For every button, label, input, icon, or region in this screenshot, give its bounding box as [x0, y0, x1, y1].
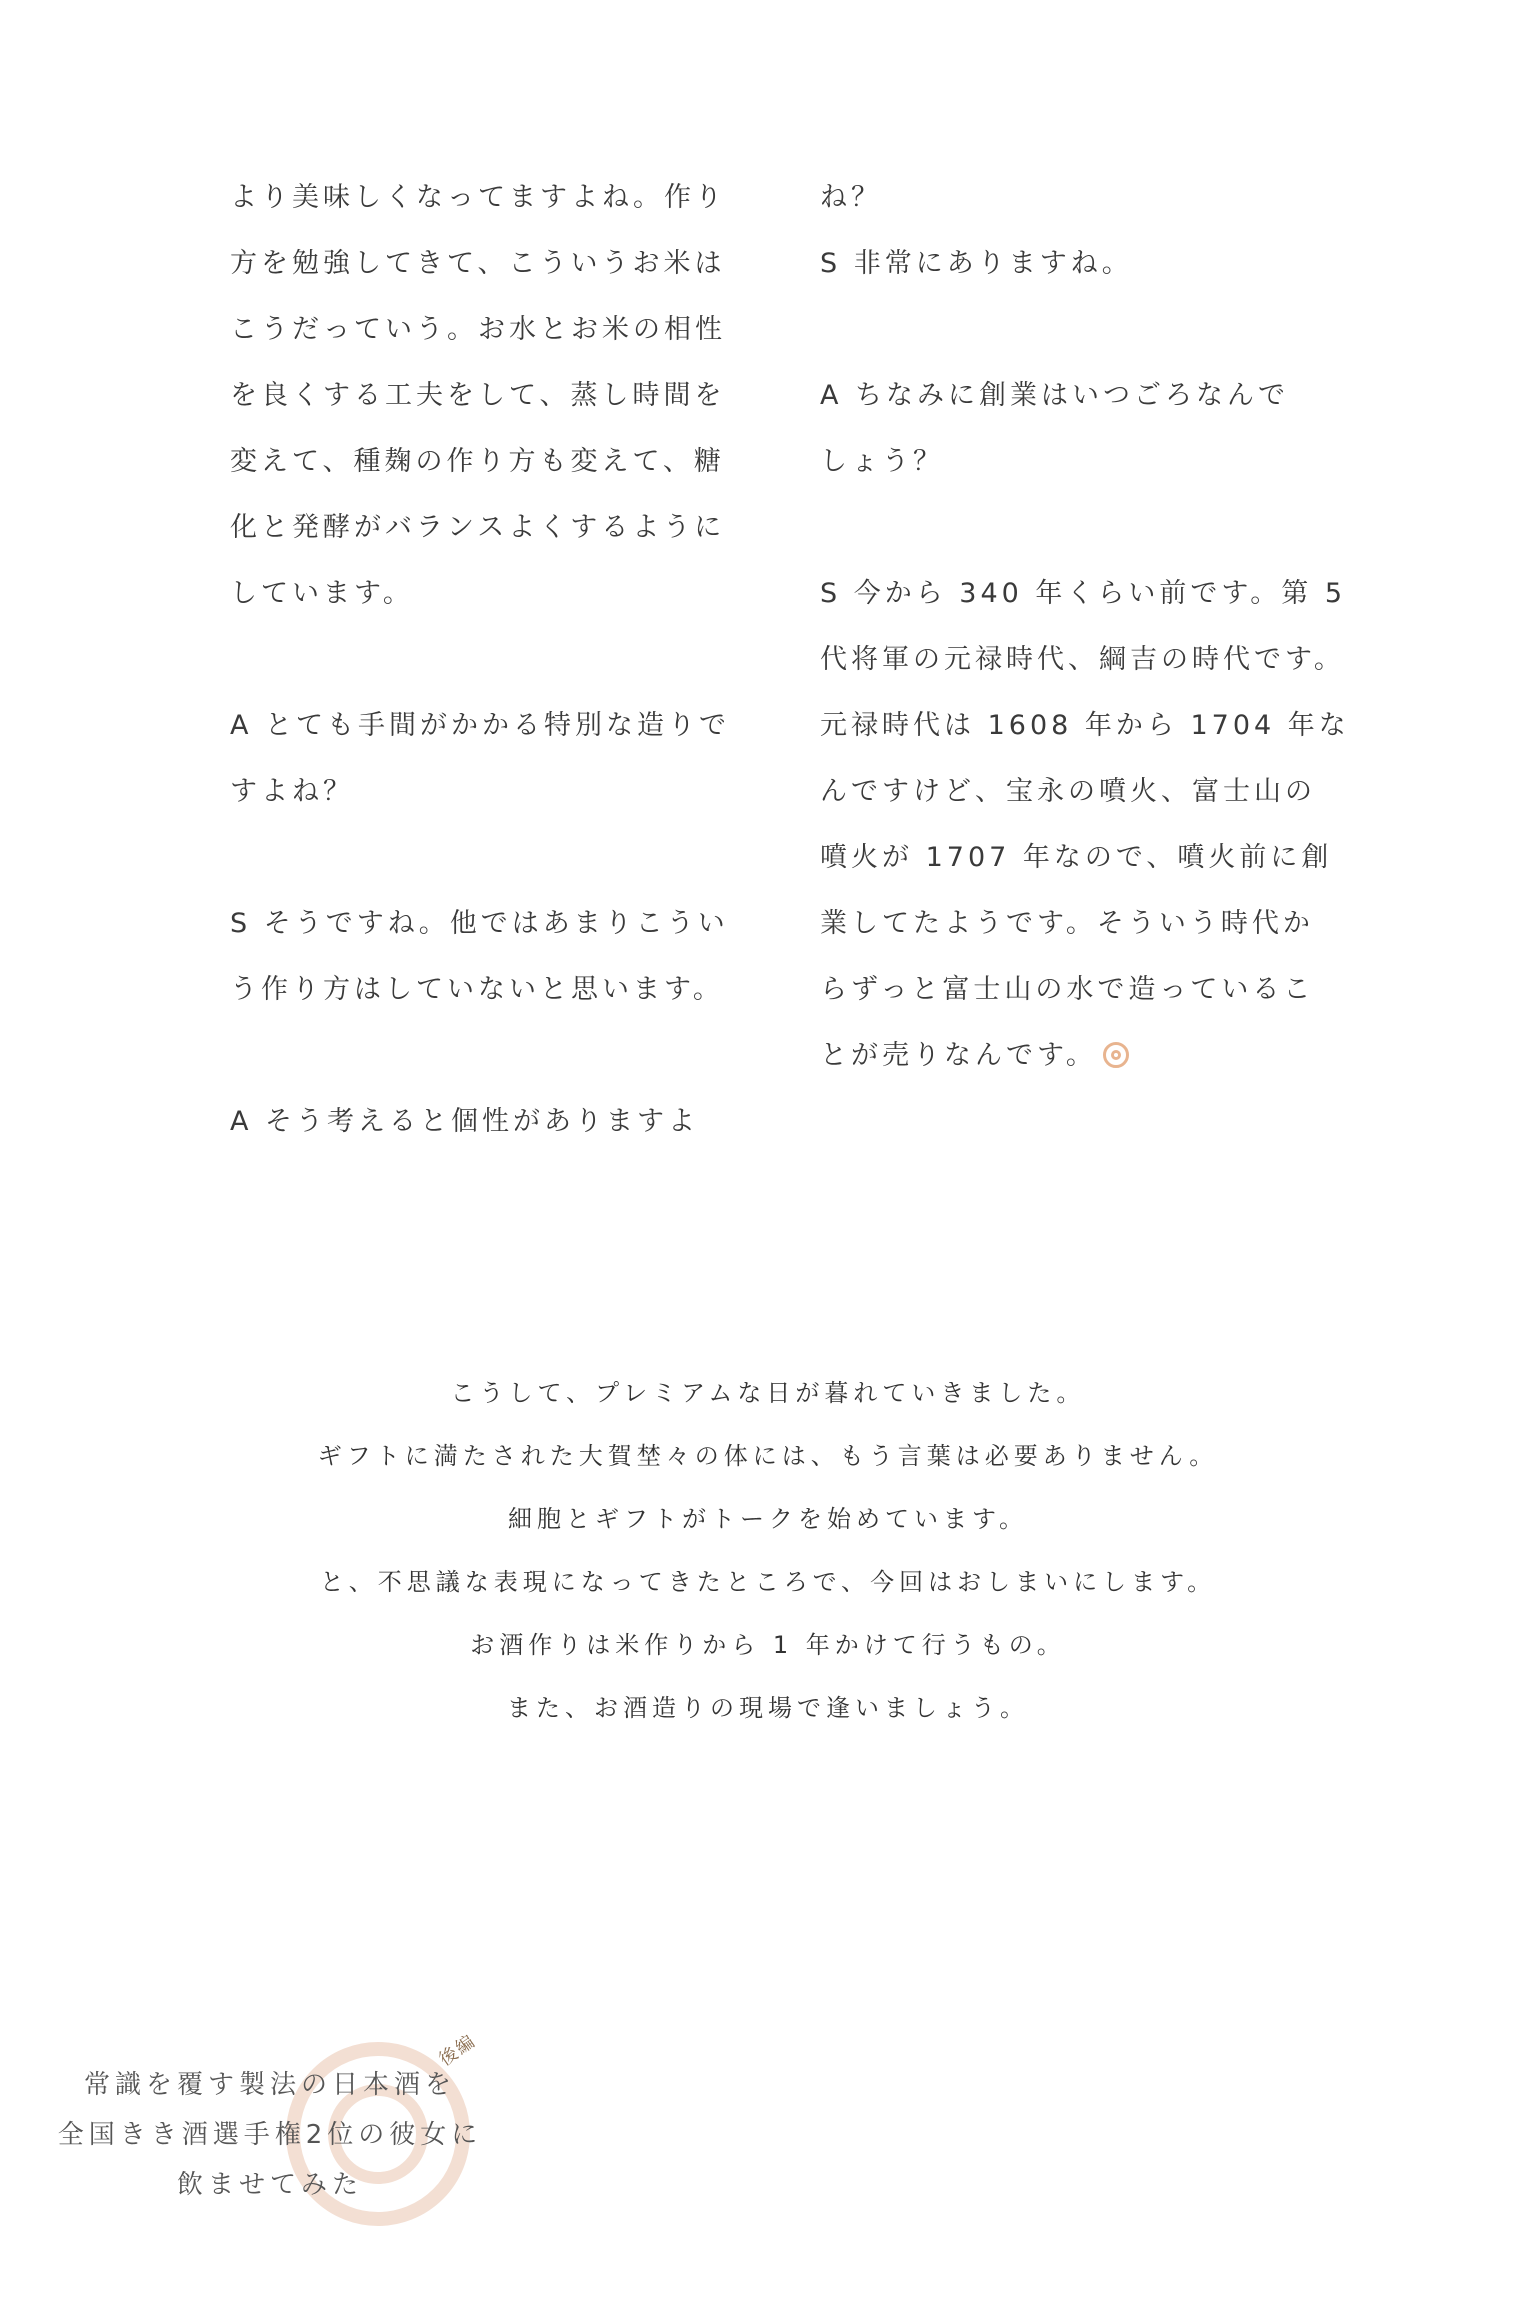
- article-line: すよね？: [230, 776, 354, 807]
- article-line: んですけど、宝永の噴火、富士山の: [820, 776, 1316, 807]
- article-line: ね？: [820, 182, 882, 213]
- paragraph-spacer: [230, 825, 730, 891]
- article-line: を良くする工夫をして、蒸し時間を: [230, 380, 726, 411]
- article-line: A とても手間がかかる特別な造りで: [230, 710, 731, 741]
- article-line: 変えて、種麹の作り方も変えて、糖: [230, 446, 725, 477]
- closing-paragraph: [0, 1362, 1536, 1740]
- closing-line: また、お酒造りの現場で逢いましょう。: [507, 1694, 1029, 1722]
- footer-title: [40, 2060, 500, 2210]
- paragraph-spacer: [820, 297, 1320, 363]
- part-badge: 後編: [435, 2030, 481, 2071]
- paragraph-spacer: [230, 627, 730, 693]
- closing-line: こうして、プレミアムな日が暮れていきました。: [450, 1379, 1086, 1407]
- article-line: より美味しくなってますよね。作り: [230, 182, 726, 213]
- paragraph-spacer: [820, 495, 1320, 561]
- article-line: らずっと富士山の水で造っているこ: [820, 974, 1315, 1005]
- closing-line: 細胞とギフトがトークを始めています。: [507, 1505, 1029, 1533]
- footer-series-title: [40, 2030, 520, 2242]
- article-right-column: [820, 165, 1350, 1089]
- article-line: う作り方はしていないと思います。: [230, 974, 724, 1005]
- article-line: S そうですね。他ではあまりこうい: [230, 908, 729, 939]
- article-line: S 非常にありますね。: [820, 248, 1133, 279]
- closing-line: と、不思議な表現になってきたところで、今回はおしまいにします。: [319, 1568, 1217, 1596]
- article-line: S 今から 340 年くらい前です。第 5: [820, 578, 1347, 609]
- footer-title-line: 常識を覆す製法の日本酒を: [83, 2070, 456, 2100]
- article-line: A そう考えると個性がありますよ: [230, 1106, 700, 1137]
- article-line: 代将軍の元禄時代、綱吉の時代です。: [820, 644, 1345, 675]
- article-line: 化と発酵がバランスよくするように: [230, 512, 726, 543]
- article-left-column: [230, 165, 730, 1155]
- closing-line: お酒作りは米作りから 1 年かけて行うもの。: [470, 1631, 1066, 1659]
- footer-title-line: 飲ませてみた: [176, 2170, 363, 2200]
- article-line: 元禄時代は 1608 年から 1704 年な: [820, 710, 1350, 741]
- article-line: しています。: [230, 578, 414, 609]
- article-line: 噴火が 1707 年なので、噴火前に創: [820, 842, 1333, 873]
- article-line: A ちなみに創業はいつごろなんで: [820, 380, 1290, 411]
- double-circle-icon: [1103, 1042, 1129, 1068]
- article-line: こうだっていう。お水とお米の相性: [230, 314, 726, 345]
- article-line: しょう？: [820, 446, 944, 477]
- article-line-text: とが売りなんです。: [820, 1040, 1097, 1071]
- closing-line: ギフトに満たされた大賀埜々の体には、もう言葉は必要ありません。: [317, 1442, 1219, 1470]
- article-last-line: [820, 1023, 1320, 1089]
- article-line: 業してたようです。そういう時代か: [820, 908, 1314, 939]
- footer-title-line: 全国きき酒選手権2位の彼女に: [57, 2120, 483, 2150]
- article-line: 方を勉強してきて、こういうお米は: [230, 248, 726, 279]
- paragraph-spacer: [230, 1023, 730, 1089]
